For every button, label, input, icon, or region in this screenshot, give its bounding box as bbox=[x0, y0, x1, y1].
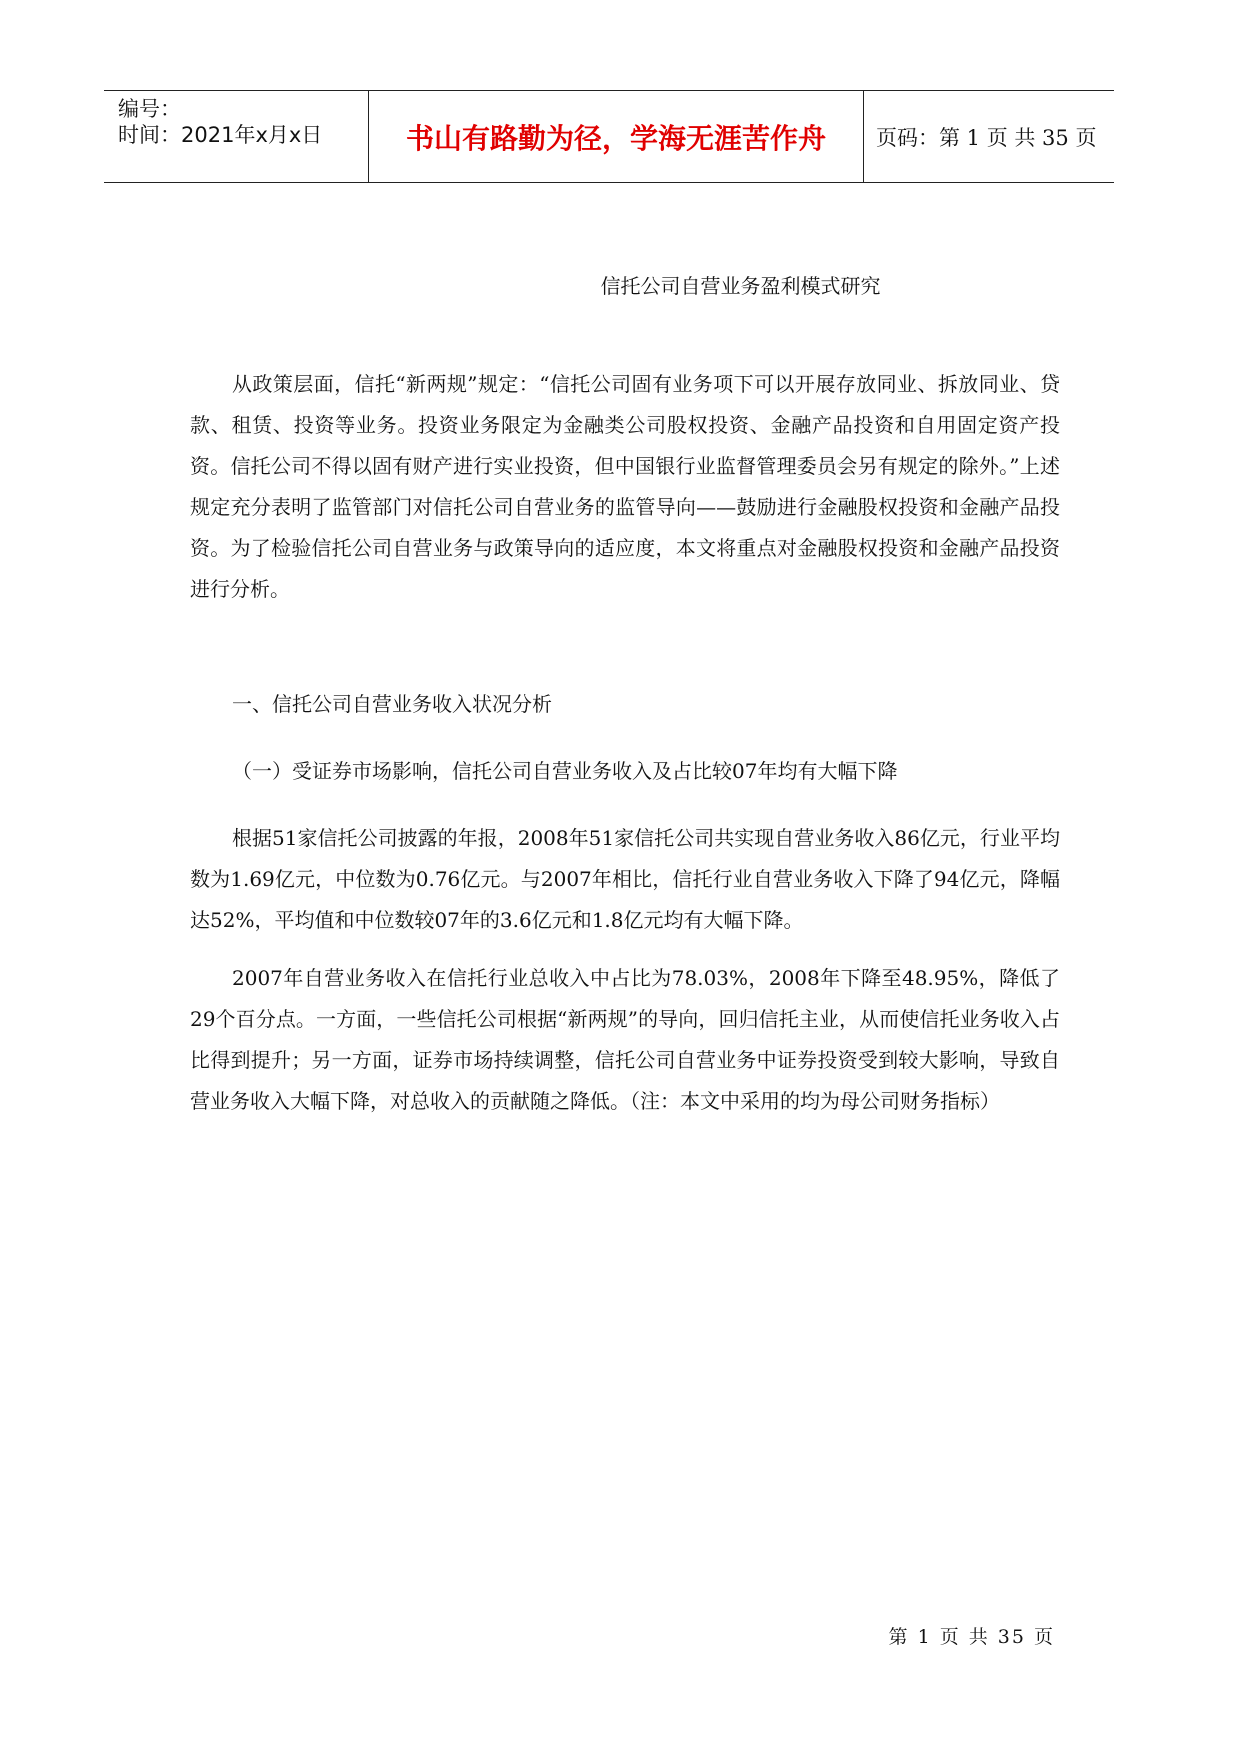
paragraph-share bbox=[190, 958, 1060, 1122]
header-table bbox=[104, 90, 1114, 183]
motto-text: 书山有路勤为径，学海无涯苦作舟 bbox=[405, 121, 826, 155]
paragraph-text: 从政策层面，信托“新两规”规定：“信托公司固有业务项下可以开展存放同业、拆放同业、贷款、租赁、投资等业务。投资业务限定为金融类公司股权投资、金融产品投资和自用固定资产投资。信托公司不得以固有财产进行实业投资，但中国银行业监督管理委员会另有规定的除外。”上述规定充分表明了监管部门对信托公司自营业务的监管导向——鼓励进行金融股权投资和金融产品投资。为了检验信托公司自营业务与政策导向的适应度，本文将重点对金融股权投资和金融产品投资进行分析。 bbox=[190, 372, 1060, 601]
section-heading: 一、信托公司自营业务收入状况分析 bbox=[232, 692, 552, 716]
document-title: 信托公司自营业务盈利模式研究 bbox=[600, 274, 881, 298]
header-page-cell bbox=[864, 91, 1114, 182]
serial-label: 编号： bbox=[118, 97, 181, 121]
paragraph-text: 根据51家信托公司披露的年报，2008年51家信托公司共实现自营业务收入86亿元，行业平均数为1.69亿元，中位数为0.76亿元。与2007年相比，信托行业自营业务收入下降了94亿元，降幅达52%，平均值和中位数较07年的3.6亿元和1.8亿元均有大幅下降。 bbox=[190, 826, 1060, 932]
subsection-heading: （一）受证券市场影响，信托公司自营业务收入及占比较07年均有大幅下降 bbox=[232, 759, 898, 783]
header-meta-cell bbox=[104, 91, 369, 182]
page-footer: 第 1 页 共 35 页 bbox=[888, 1626, 1055, 1648]
header-page-label: 页码：第 1 页 共 35 页 bbox=[876, 125, 1097, 150]
time-label: 时间：2021年x月x日 bbox=[118, 123, 323, 147]
paragraph-policy bbox=[190, 364, 1060, 610]
header-motto-cell bbox=[369, 91, 864, 182]
paragraph-revenue bbox=[190, 818, 1060, 941]
paragraph-text: 2007年自营业务收入在信托行业总收入中占比为78.03%，2008年下降至48.95%，降低了29个百分点。一方面，一些信托公司根据“新两规”的导向，回归信托主业，从而使信托业务收入占比得到提升；另一方面，证券市场持续调整，信托公司自营业务中证券投资受到较大影响，导致自营业务收入大幅下降，对总收入的贡献随之降低。（注：本文中采用的均为母公司财务指标） bbox=[190, 966, 1060, 1113]
